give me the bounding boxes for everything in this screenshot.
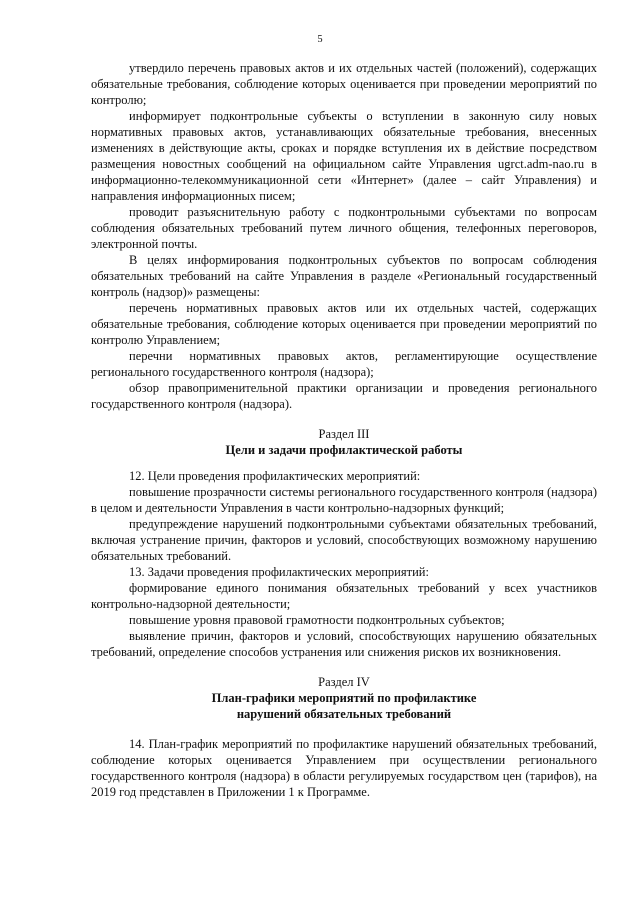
section-3-paragraph: повышение прозрачности системы регионального государственного контроля (надзора) в целом и деятельности Управления в части контрольно-надзорных функций; — [91, 485, 597, 515]
section-4-title-line-1: План-графики мероприятий по профилактике — [211, 691, 477, 705]
section-3-paragraph: предупреждение нарушений подконтрольными субъектами обязательных требований, включая устранение причин, факторов и условий, способствующих возможному нарушению обязательных требований. — [91, 517, 597, 563]
body-paragraph: утвердило перечень правовых актов и их отдельных частей (положений), содержащих обязательные требования, соблюдение которых оценивается при проведении мероприятий по контролю; — [91, 61, 597, 107]
page-number: 5 — [317, 34, 323, 45]
page-content — [91, 60, 597, 800]
body-paragraph: информирует подконтрольные субъекты о вступлении в законную силу новых нормативных правовых актов, устанавливающих обязательные требования, внесенных изменениях в действующие акты, сроках и порядке вступления их в действие посредством размещения новостных сообщений на официальном сайте Управления ugrct.adm-nao.ru в информационно-телекоммуникационной сети «Интернет» (далее – сайт Управления) и направления информационных писем; — [91, 109, 597, 203]
section-3-paragraph: повышение уровня правовой грамотности подконтрольных субъектов; — [129, 613, 505, 627]
section-3-paragraph: выявление причин, факторов и условий, способствующих нарушению обязательных требований, определение способов устранения или снижения рисков их возникновения. — [91, 629, 597, 659]
section-3-label: Раздел III — [318, 427, 370, 441]
body-paragraph: В целях информирования подконтрольных субъектов по вопросам соблюдения обязательных требований на сайте Управления в разделе «Региональный государственный контроль (надзор)» размещены: — [91, 253, 597, 299]
body-paragraph: обзор правоприменительной практики организации и проведения регионального государственного контроля (надзора). — [91, 381, 597, 411]
section-4-title-line-2: нарушений обязательных требований — [236, 707, 452, 721]
section-3-paragraph: 12. Цели проведения профилактических мероприятий: — [129, 469, 421, 483]
body-paragraph: перечни нормативных правовых актов, регламентирующие осуществление регионального государственного контроля (надзора); — [91, 349, 597, 379]
section-4-label: Раздел IV — [318, 675, 370, 689]
section-4-paragraph: 14. План-график мероприятий по профилактике нарушений обязательных требований, соблюдение которых оценивается Управлением при осуществлении регионального государственного контроля (надзора) в области регулируемых государством цен (тарифов), на 2019 год представлен в Приложении 1 к Программе. — [91, 737, 597, 799]
section-3-paragraph: формирование единого понимания обязательных требований у всех участников контрольно-надзорной деятельности; — [91, 581, 597, 611]
body-paragraph: перечень нормативных правовых актов или их отдельных частей, содержащих обязательные требования, соблюдение которых оценивается при проведении мероприятий по контролю Управлением; — [91, 301, 597, 347]
section-3-paragraph: 13. Задачи проведения профилактических мероприятий: — [129, 565, 429, 579]
section-3-title: Цели и задачи профилактической работы — [225, 443, 463, 457]
body-paragraph: проводит разъяснительную работу с подконтрольными субъектами по вопросам соблюдения обязательных требований путем личного общения, телефонных переговоров, электронной почты. — [91, 205, 597, 251]
